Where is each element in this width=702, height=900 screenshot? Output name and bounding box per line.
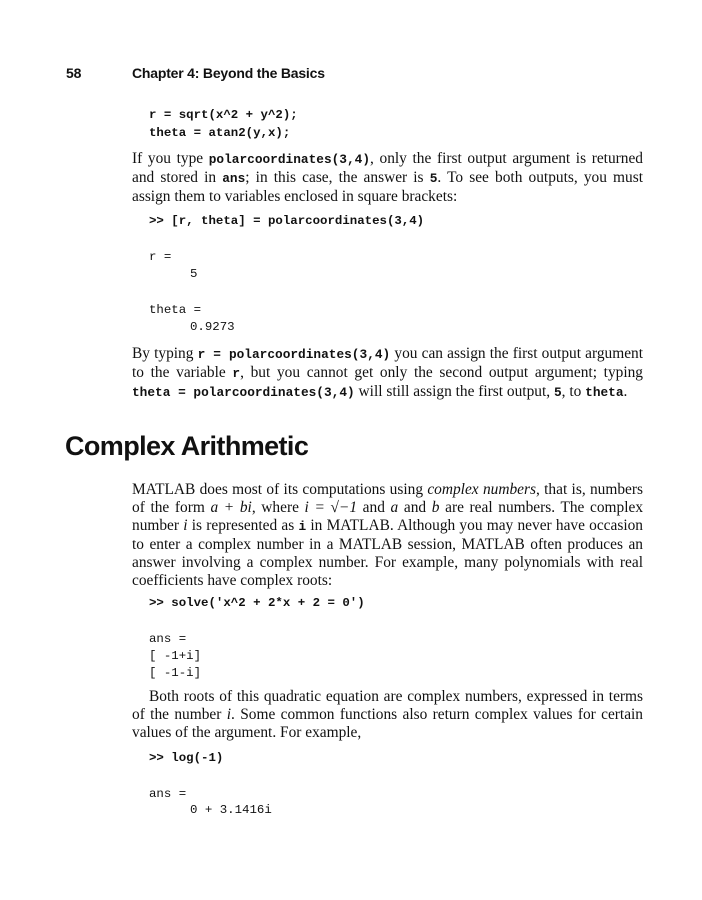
inline-code: r = polarcoordinates(3,4) — [197, 347, 391, 362]
inline-code: ans — [222, 171, 246, 186]
text: and — [357, 499, 391, 516]
text: , that is, numbers of the form — [132, 481, 643, 516]
text: are real numbers. The complex number — [132, 499, 644, 534]
math: i — [183, 517, 188, 534]
text: ; in this case, the answer is — [245, 169, 430, 186]
code-output-label-ans: ans = — [149, 632, 187, 646]
code-line-sqrt: r = sqrt(x^2 + y^2); — [149, 108, 298, 122]
inline-code: r — [232, 366, 241, 381]
code-command-solve: >> solve('x^2 + 2*x + 2 = 0') — [149, 596, 365, 610]
inline-code: polarcoordinates(3,4) — [208, 152, 371, 167]
section-heading: Complex Arithmetic — [65, 431, 309, 461]
chapter-title: Chapter 4: Beyond the Basics — [132, 65, 325, 81]
inline-code: i — [298, 519, 307, 534]
text: is represented as — [187, 517, 299, 534]
paragraph-assign-first-output — [132, 345, 643, 402]
text: , only the first output argument is returned and stored in — [132, 150, 643, 186]
text: By typing — [132, 345, 198, 362]
inline-code: 5 — [553, 385, 562, 400]
text: . Some common functions also return complex values for certain values of the argument. For example, — [132, 706, 643, 741]
code-output-value-ans: 0 + 3.1416i — [190, 803, 272, 817]
math: a — [390, 499, 399, 516]
text: and — [398, 499, 432, 516]
code-output-label-ans: ans = — [149, 787, 187, 801]
math: b — [431, 499, 440, 516]
math: a + bi — [210, 499, 252, 516]
paragraph-complex-numbers — [132, 481, 643, 590]
text: MATLAB does most of its computations using — [132, 481, 428, 498]
code-output-root-2: [ -1-i] — [149, 666, 202, 680]
code-output-label-r: r = — [149, 250, 172, 264]
paragraph-quadratic-roots — [132, 688, 643, 742]
code-command-polarcoordinates: >> [r, theta] = polarcoordinates(3,4) — [149, 214, 425, 228]
inline-code: theta — [585, 385, 624, 400]
inline-code: 5 — [429, 171, 438, 186]
text: will still assign the first output, — [354, 383, 554, 400]
text: Both roots of this quadratic equation are complex numbers, expressed in terms of the number — [132, 688, 643, 723]
code-output-root-1: [ -1+i] — [149, 649, 202, 663]
text: in MATLAB. Although you may never have occasion to enter a complex number in a MATLAB session, MATLAB often produces an answer involving a complex number. For example, many polynomials with real coefficients have complex roots: — [132, 517, 643, 589]
text: , where — [251, 499, 305, 516]
text: . To see both outputs, you must assign them to variables enclosed in square brackets: — [132, 169, 643, 205]
text: . — [623, 383, 628, 400]
code-output-value-r: 5 — [190, 267, 198, 281]
text: you can assign the first output argument to the variable — [132, 345, 643, 381]
text: , to — [561, 383, 586, 400]
code-output-label-theta: theta = — [149, 303, 202, 317]
code-output-value-theta: 0.9273 — [190, 320, 235, 334]
text: , but you cannot get only the second output argument; typing — [240, 364, 643, 381]
math: i = √−1 — [304, 499, 358, 516]
math: i — [226, 706, 232, 723]
code-command-log: >> log(-1) — [149, 751, 224, 765]
inline-code: theta = polarcoordinates(3,4) — [132, 385, 355, 400]
emphasis: complex numbers — [427, 481, 536, 498]
code-line-atan2: theta = atan2(y,x); — [149, 126, 291, 140]
page-number: 58 — [66, 65, 82, 81]
paragraph-output-arguments — [132, 150, 643, 206]
text: If you type — [132, 150, 209, 167]
